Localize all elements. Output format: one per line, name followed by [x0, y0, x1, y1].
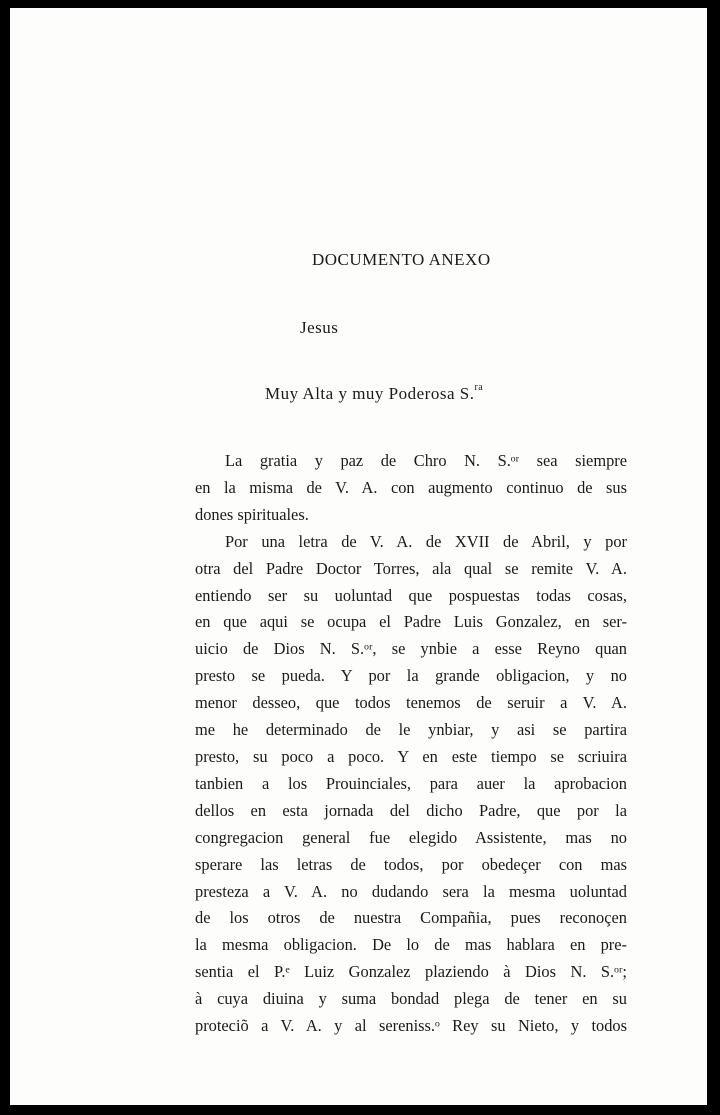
salutation	[265, 384, 483, 404]
text-line: la mesma obligacion. De lo de mas hablara en pre-	[195, 935, 627, 955]
text-line: sentia el P.ᵉ Luiz Gonzalez plaziendo à Dios N. S.ᵒʳ;	[195, 962, 627, 982]
text-line: presteza a V. A. no dudando sera la mesma uoluntad	[195, 881, 627, 901]
document-title: DOCUMENTO ANEXO	[312, 250, 491, 269]
text-line: à cuya diuina y suma bondad plega de tener en su	[195, 989, 627, 1009]
text-line: otra del Padre Doctor Torres, ala qual se remite V. A.	[195, 558, 627, 578]
text-line: de los otros de nuestra Compañia, pues reconoçen	[195, 908, 627, 928]
text-line: menor desseo, que todos tenemos de seruir a V. A.	[195, 693, 627, 713]
document-page	[10, 8, 707, 1105]
invocation: Jesus	[300, 318, 339, 337]
salutation-superscript: ra	[474, 382, 484, 394]
text-line: congregacion general fue elegido Assistente, mas no	[195, 827, 627, 847]
text-line: en la misma de V. A. con augmento continuo de sus	[195, 477, 627, 497]
text-line: dones spirituales.	[195, 504, 309, 524]
letter-body	[195, 448, 627, 1040]
text-line: presto se pueda. Y por la grande obligacion, y no	[195, 666, 627, 686]
text-line: me he determinado de le ynbiar, y asi se partira	[195, 720, 627, 740]
text-line: tanbien a los Prouinciales, para auer la aprobacion	[195, 773, 627, 793]
text-line: uicio de Dios N. S.ᵒʳ, se ynbie a esse Reyno quan	[195, 639, 627, 659]
text-line: dellos en esta jornada del dicho Padre, que por la	[195, 800, 627, 820]
text-line: entiendo ser su uoluntad que pospuestas todas cosas,	[195, 585, 627, 605]
text-line: proteciõ a V. A. y al sereniss.ᵒ Rey su Nieto, y todos	[195, 1016, 627, 1036]
text-line: La gratia y paz de Chro N. S.ᵒʳ sea siempre	[225, 451, 627, 470]
salutation-text: Muy Alta y muy Poderosa S.	[265, 384, 475, 403]
text-line: sperare las letras de todos, por obedeçer con mas	[195, 854, 627, 874]
text-line: presto, su poco a poco. Y en este tiempo se scriuira	[195, 746, 627, 766]
text-line: en que aqui se ocupa el Padre Luis Gonzalez, en ser-	[195, 612, 627, 632]
text-line: Por una letra de V. A. de XVII de Abril, y por	[225, 531, 627, 551]
